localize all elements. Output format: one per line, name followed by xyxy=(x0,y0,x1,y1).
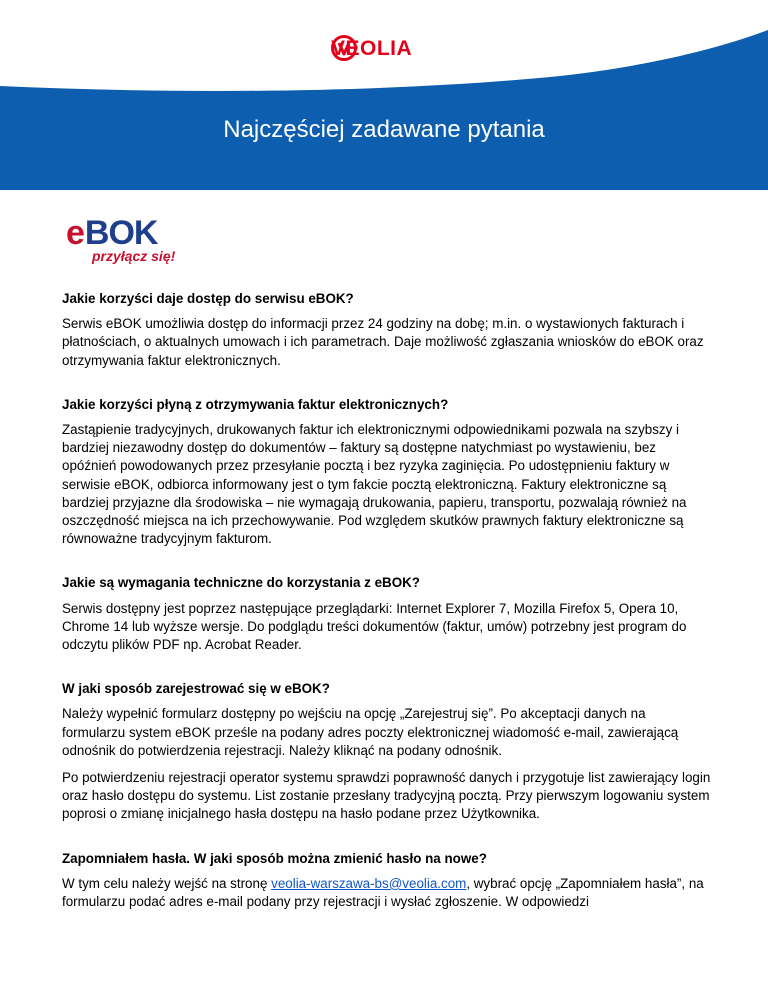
faq-question: Zapomniałem hasła. W jaki sposób można zmienić hasło na nowe? xyxy=(62,850,487,866)
ebok-tagline: przyłącz się! xyxy=(92,248,176,264)
faq-section xyxy=(62,850,712,912)
faq-answer: Serwis dostępny jest poprzez następujące przeglądarki: Internet Explorer 7, Mozilla Firefox 5, Opera 10, Chrome 14 lub wyższe wersje. Do podglądu treści dokumentów (faktur, umów) potrzebny jest program do odczytu plików PDF np. Acrobat Reader. xyxy=(62,600,687,653)
answer-text-before: W tym celu należy wejść na stronę xyxy=(62,875,272,891)
faq-question: W jaki sposób zarejestrować się w eBOK? xyxy=(62,681,330,697)
answer-text-after: , wybrać opcję „Zapomniałem hasła”, na formularzu podać adres e-mail podany przy rejestracji i wysłać zgłoszenie. W odpowiedzi xyxy=(62,875,704,910)
faq-answer: Serwis eBOK umożliwia dostęp do informacji przez 24 godziny na dobę; m.in. o wystawionych fakturach i płatnościach, o aktualnych umowach i ich parametrach. Daje możliwość zgłaszania wniosków do eBOK oraz otrzymywania faktur elektronicznych. xyxy=(62,316,704,368)
page-title: Najczęściej zadawane pytania xyxy=(223,116,545,143)
faq-section xyxy=(62,396,712,549)
faq-section xyxy=(62,290,712,370)
brand-name: VEOLIA xyxy=(331,37,413,60)
faq-answer: Należy wypełnić formularz dostępny po wejściu na opcję „Zarejestruj się”. Po akceptacji danych na formularzu system eBOK prześle na podany adres poczty elektronicznej wiadomość e-mail, zawierającą odnośnik do potwierdzenia rejestracji. Należy kliknąć na podany odnośnik. xyxy=(62,706,679,758)
veolia-emblem-icon xyxy=(331,35,357,61)
faq-section xyxy=(62,574,712,654)
faq-question: Jakie korzyści daje dostęp do serwisu eBOK? xyxy=(62,291,354,306)
ebok-bok: BOK xyxy=(84,214,158,252)
faq-question: Jakie są wymagania techniczne do korzystania z eBOK? xyxy=(62,575,420,591)
faq-answer: Zastąpienie tradycyjnych, drukowanych faktur ich elektronicznymi odpowiednikami pozwala na szybszy i bardziej niezawodny dostęp do dokumentów – faktury są dostępne natychmiast po wystawieniu, bez opóźnień powodowanych przez przesyłanie pocztą i bez ryzyka zaginięcia. Po udostępnieniu faktury w serwisie eBOK, odbiorca informowany jest o tym fakcie pocztą elektroniczną. Faktury elektroniczne są bardziej przyjazne dla środowiska – nie wymagają drukowania, papieru, transportu, pozwalają również na oszczędność miejsca na ich przechowywanie. Pod względem skutków prawnych faktury elektroniczne są równoważne tradycyjnym fakturom. xyxy=(62,422,687,547)
ebok-wordmark xyxy=(66,214,158,252)
header-band xyxy=(0,0,768,190)
faq-content xyxy=(62,290,712,937)
veolia-logo xyxy=(331,35,412,63)
faq-section xyxy=(62,680,712,823)
faq-answer: Po potwierdzeniu rejestracji operator systemu sprawdzi poprawność danych i przygotuje list zawierający login oraz hasło dostępu do systemu. List zostanie przesłany tradycyjną pocztą. Przy pierwszym logowaniu system poprosi o zmianę inicjalnego hasła dostępu na hasło podane przez Użytkownika. xyxy=(62,770,711,822)
email-link[interactable]: veolia-warszawa-bs@veolia.com xyxy=(271,875,467,891)
ebok-logo xyxy=(66,214,176,268)
ebok-e: e xyxy=(66,214,85,252)
faq-question: Jakie korzyści płyną z otrzymywania faktur elektronicznych? xyxy=(62,396,449,412)
header-banner xyxy=(0,0,768,190)
faq-answer xyxy=(62,875,712,911)
